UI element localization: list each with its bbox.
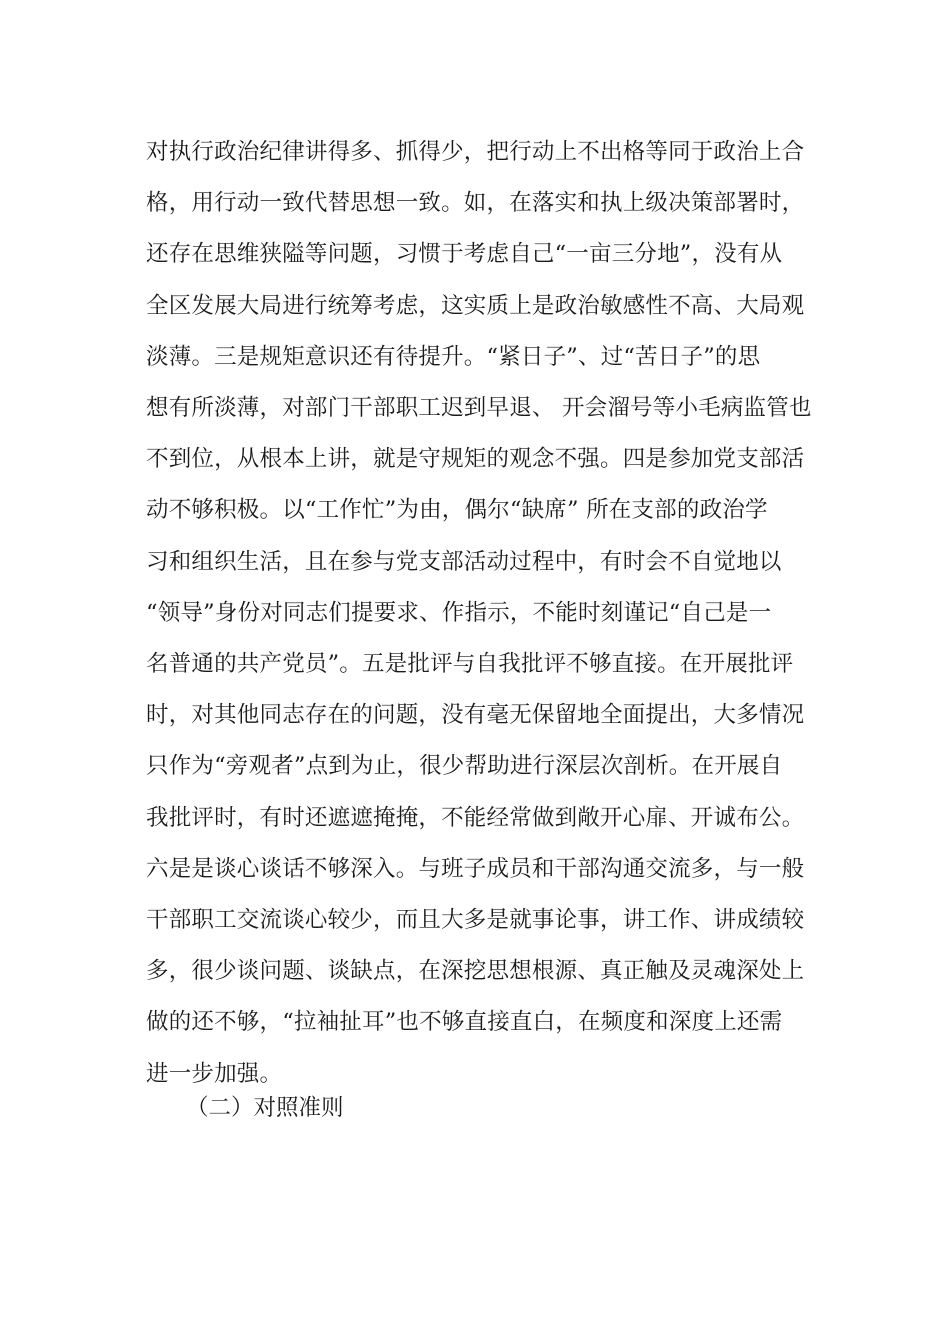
text-line: 名普通的共产党员”。五是批评与自我批评不够直接。在开展批评 [146,651,794,677]
text-line: “领导”身份对同志们提要求、作指示，不能时刻谨记“自己是一 [146,599,772,626]
text-line: 不到位，从根本上讲，就是守规矩的观念不强。四是参加党支部活 [146,446,805,473]
text-line: 我批评时，有时还遮遮掩掩，不能经常做到敞开心扉、开诚布公。 [146,804,805,831]
text-line: 动不够积极。以“工作忙”为由，偶尔“缺席” 所在支部的政治学 [146,497,768,524]
text-line: 想有所淡薄，对部门干部职工迟到早退、 开会溜号等小毛病监管也 [146,395,812,421]
text-line: 只作为“旁观者”点到为止，很少帮助进行深层次剖析。在开展自 [146,753,783,780]
text-line: 格，用行动一致代替思想一致。如，在落实和执上级决策部署时， [146,190,805,217]
text-line: 淡薄。三是规矩意识还有待提升。“紧日子”、过“苦日子”的思 [146,343,761,370]
text-line: 进一步加强。 [146,1060,283,1087]
text-line: 多，很少谈问题、谈缺点，在深挖思想根源、真正触及灵魂深处上 [146,958,805,985]
text-line: 习和组织生活，且在参与党支部活动过程中，有时会不自觉地以 [146,548,782,575]
section-heading: （二）对照准则 [186,1095,344,1121]
text-line: 干部职工交流谈心较少，而且大多是就事论事，讲工作、讲成绩较 [146,907,805,933]
text-line: 时，对其他同志存在的问题，没有毫无保留地全面提出，大多情况 [146,702,805,729]
text-line: 全区发展大局进行统筹考虑，这实质上是政治敏感性不高、大局观 [146,292,805,319]
text-line: 做的还不够，“拉袖扯耳”也不够直接直白，在频度和深度上还需 [146,1009,783,1036]
text-line: 对执行政治纪律讲得多、抓得少，把行动上不出格等同于政治上合 [146,139,805,165]
text-line: 还存在思维狭隘等问题，习惯于考虑自己“一亩三分地”，没有从 [146,241,783,268]
text-line: 六是是谈心谈话不够深入。与班子成员和干部沟通交流多，与一般 [146,855,805,882]
